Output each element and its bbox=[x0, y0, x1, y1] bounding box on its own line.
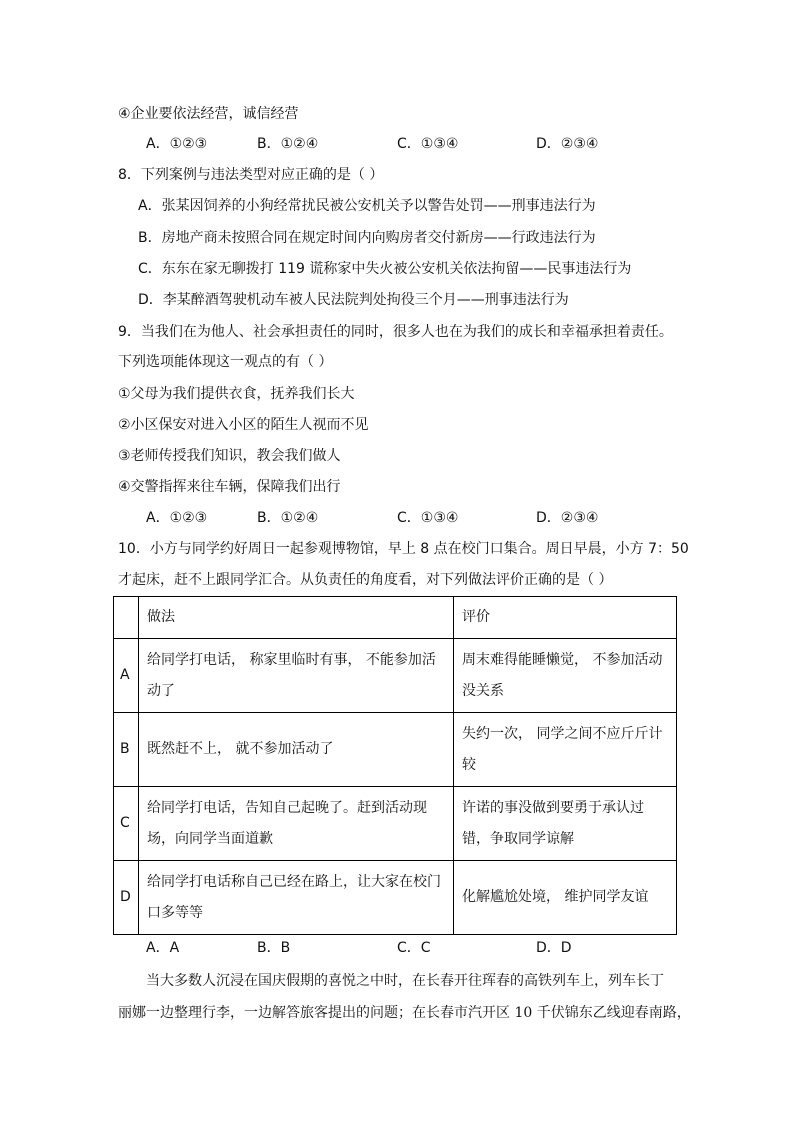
q8-option-c[interactable]: C．东东在家无聊拨打 119 谎称家中失火被公安机关依法拘留——民事违法行为 bbox=[138, 261, 632, 277]
table-row bbox=[114, 861, 677, 935]
row-action: 给同学打电话称自己已经在路上，让大家在校门口多等等 bbox=[139, 861, 454, 935]
q9-item-4: ④交警指挥来往车辆，保障我们出行 bbox=[118, 479, 341, 495]
q9-option-b[interactable]: B．①②④ bbox=[257, 510, 319, 526]
row-letter: B bbox=[114, 713, 139, 787]
q7-option-c[interactable]: C．①③④ bbox=[397, 136, 459, 152]
q7-option-b[interactable]: B．①②④ bbox=[257, 136, 319, 152]
q9-stem-line2: 下列选项能体现这一观点的有（ ） bbox=[118, 354, 333, 370]
q8-option-d[interactable]: D．李某醉酒驾驶机动车被人民法院判处拘役三个月——刑事违法行为 bbox=[138, 292, 569, 308]
q7-option-d[interactable]: D．②③④ bbox=[536, 136, 599, 152]
q10-option-d[interactable]: D．D bbox=[536, 940, 572, 956]
q8-option-a[interactable]: A．张某因饲养的小狗经常扰民被公安机关予以警告处罚——刑事违法行为 bbox=[138, 198, 596, 214]
q10-option-b[interactable]: B．B bbox=[257, 940, 291, 956]
passage-line-2: 丽娜一边整理行李，一边解答旅客提出的问题；在长春市汽开区 10 千伏锦东乙线迎春南路， bbox=[118, 1005, 691, 1021]
table-header-blank bbox=[114, 597, 139, 639]
table-header-action: 做法 bbox=[139, 597, 454, 639]
row-action: 给同学打电话，告知自己起晚了。赶到活动现场，向同学当面道歉 bbox=[139, 787, 454, 861]
q10-stem-line1: 10．小方与同学约好周日一起参观博物馆，早上 8 点在校门口集合。周日早晨，小方 7：50 bbox=[118, 541, 689, 557]
row-letter: D bbox=[114, 861, 139, 935]
evaluation-table bbox=[113, 596, 677, 935]
table-header-evaluation: 评价 bbox=[454, 597, 677, 639]
q10-option-c[interactable]: C．C bbox=[397, 940, 431, 956]
table-row bbox=[114, 639, 677, 713]
row-evaluation: 许诺的事没做到要勇于承认过错，争取同学谅解 bbox=[454, 787, 677, 861]
q9-option-a[interactable]: A．①②③ bbox=[146, 510, 208, 526]
row-letter: A bbox=[114, 639, 139, 713]
q7-option-a[interactable]: A．①②③ bbox=[146, 136, 208, 152]
q9-option-d[interactable]: D．②③④ bbox=[536, 510, 599, 526]
table-row bbox=[114, 787, 677, 861]
q8-stem: 8．下列案例与违法类型对应正确的是（ ） bbox=[118, 167, 384, 183]
q9-stem-line1: 9．当我们在为他人、社会承担责任的同时，很多人也在为我们的成长和幸福承担着责任。 bbox=[118, 324, 673, 340]
q10-option-a[interactable]: A．A bbox=[146, 940, 180, 956]
q9-item-2: ②小区保安对进入小区的陌生人视而不见 bbox=[118, 417, 369, 433]
row-letter: C bbox=[114, 787, 139, 861]
q10-stem-line2: 才起床，赶不上跟同学汇合。从负责任的角度看，对下列做法评价正确的是（ ） bbox=[118, 572, 613, 588]
table-row bbox=[114, 713, 677, 787]
row-evaluation: 失约一次， 同学之间不应斤斤计较 bbox=[454, 713, 677, 787]
q7-item-4: ④企业要依法经营，诚信经营 bbox=[118, 106, 299, 122]
row-action: 给同学打电话， 称家里临时有事， 不能参加活动了 bbox=[139, 639, 454, 713]
table-header-row bbox=[114, 597, 677, 639]
q9-option-c[interactable]: C．①③④ bbox=[397, 510, 459, 526]
passage-line-1: 当大多数人沉浸在国庆假期的喜悦之中时，在长春开往珲春的高铁列车上，列车长丁 bbox=[146, 973, 664, 989]
row-action: 既然赶不上， 就不参加活动了 bbox=[139, 713, 454, 787]
q9-item-1: ①父母为我们提供衣食，抚养我们长大 bbox=[118, 386, 355, 402]
q8-option-b[interactable]: B．房地产商未按照合同在规定时间内向购房者交付新房——行政违法行为 bbox=[138, 230, 596, 246]
row-evaluation: 周末难得能睡懒觉， 不参加活动没关系 bbox=[454, 639, 677, 713]
row-evaluation: 化解尴尬处境， 维护同学友谊 bbox=[454, 861, 677, 935]
q9-item-3: ③老师传授我们知识，教会我们做人 bbox=[118, 448, 341, 464]
